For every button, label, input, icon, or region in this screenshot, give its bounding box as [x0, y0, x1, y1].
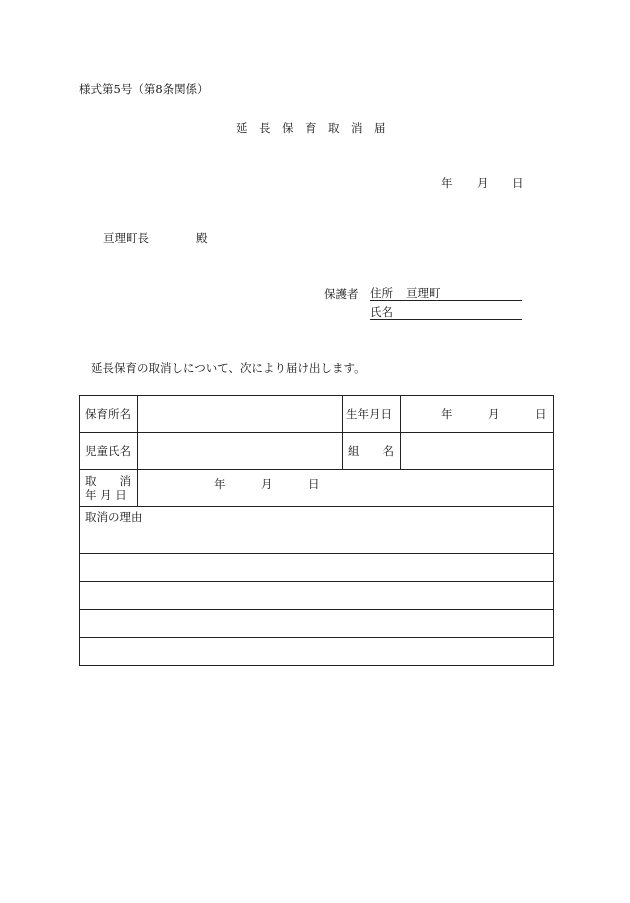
cancel-date-label-line2: 年 月 日 — [85, 488, 127, 502]
birthdate-year: 年 — [441, 407, 453, 421]
table-row-reason — [80, 507, 554, 554]
table-row-nursery — [80, 396, 554, 433]
reason-line-input[interactable] — [80, 638, 554, 666]
reason-line — [80, 638, 554, 666]
guardian-label: 保護者 — [324, 287, 359, 301]
reason-line-input[interactable] — [80, 610, 554, 638]
cancel-date-label — [80, 470, 138, 507]
class-label: 組 名 — [343, 433, 401, 470]
reason-label-cell[interactable] — [80, 507, 554, 554]
nursery-input[interactable] — [138, 396, 343, 433]
date-year-label: 年 — [441, 176, 453, 190]
reason-label: 取消の理由 — [85, 510, 143, 524]
cancel-date-day: 日 — [308, 477, 320, 491]
name-label: 氏名 — [370, 305, 393, 319]
addressee-honorific: 殿 — [196, 231, 208, 245]
intro-text: 延長保育の取消しについて、次により届け出します。 — [91, 361, 366, 375]
cancellation-form-table — [79, 395, 554, 666]
cancel-date-year: 年 — [214, 477, 226, 491]
cancel-date-label-line1: 取 消 — [85, 474, 131, 488]
document-title: 延 長 保 育 取 消 届 — [236, 121, 386, 135]
table-row-cancel-date — [80, 470, 554, 507]
cancel-date-month: 月 — [261, 477, 273, 491]
child-name-label: 児童氏名 — [80, 433, 138, 470]
form-number: 様式第5号（第8条関係） — [79, 82, 209, 96]
address-value: 亘理町 — [406, 286, 441, 300]
date-day-label: 日 — [512, 176, 524, 190]
birthdate-day: 日 — [535, 407, 547, 421]
guardian-name-field[interactable] — [370, 304, 522, 320]
address-label: 住所 — [370, 286, 393, 300]
class-input[interactable] — [401, 433, 554, 470]
child-name-input[interactable] — [138, 433, 343, 470]
reason-line-input[interactable] — [80, 582, 554, 610]
reason-line — [80, 610, 554, 638]
addressee-name: 亘理町長 — [103, 231, 149, 245]
guardian-address-field[interactable] — [370, 285, 522, 301]
date-month-label: 月 — [477, 176, 489, 190]
birthdate-month: 月 — [488, 407, 500, 421]
table-row-child — [80, 433, 554, 470]
birthdate-input[interactable] — [401, 396, 554, 433]
reason-line-input[interactable] — [80, 554, 554, 582]
reason-line — [80, 582, 554, 610]
birthdate-label: 生年月日 — [343, 396, 401, 433]
nursery-label: 保育所名 — [80, 396, 138, 433]
reason-line — [80, 554, 554, 582]
cancel-date-input[interactable] — [138, 470, 554, 507]
